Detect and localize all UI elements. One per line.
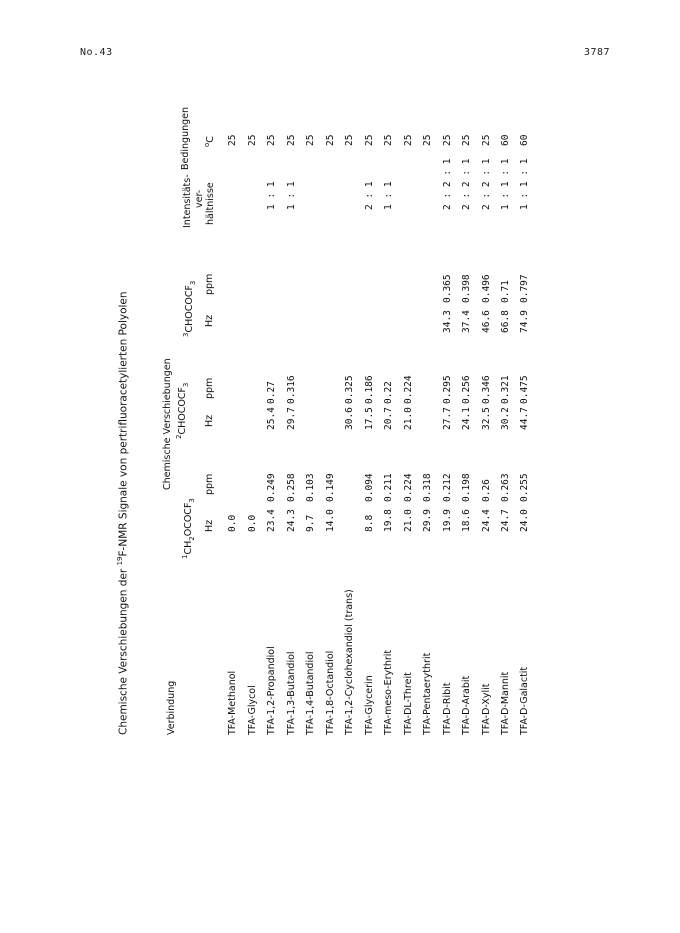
cell-temp: 25 bbox=[286, 134, 297, 146]
compound-name: TFA-D-Arabit bbox=[461, 675, 472, 735]
cell-g3-hz: 34.3 bbox=[442, 310, 453, 333]
group-1-sub1: 2 bbox=[188, 536, 197, 541]
cell-g1-ppm: 0.26 bbox=[481, 479, 492, 502]
cell-ratio: 2 : 2 : 1 bbox=[461, 158, 472, 210]
cell-g1-hz: 19.8 bbox=[383, 509, 394, 532]
cell-ratio: 1 : 1 : 1 bbox=[519, 158, 530, 210]
cell-g3-hz: 37.4 bbox=[461, 310, 472, 333]
caption-nucleus-mass: 19 bbox=[116, 556, 124, 566]
compound-name: TFA-Methanol bbox=[227, 670, 238, 735]
cell-g1-ppm: 0.263 bbox=[500, 473, 511, 502]
table-caption bbox=[117, 291, 129, 735]
cell-g2-hz: 25.4 bbox=[266, 407, 277, 430]
group-2-label: CHOCOCF bbox=[177, 387, 189, 435]
cell-g1-hz: 8.8 bbox=[364, 514, 375, 532]
group-3-sub: 3 bbox=[189, 280, 198, 286]
compound-name: TFA-D-Xylit bbox=[481, 683, 492, 735]
cell-g2-hz: 20.7 bbox=[383, 407, 394, 430]
compound-name: TFA-Pentaerythrit bbox=[422, 652, 433, 735]
header-group-3 bbox=[183, 281, 197, 337]
compound-name: TFA-Glycol bbox=[247, 685, 258, 735]
journal-number: No.43 bbox=[80, 47, 113, 58]
cell-g1-hz: 19.9 bbox=[442, 509, 453, 532]
cell-temp: 25 bbox=[481, 134, 492, 146]
cell-temp: 25 bbox=[325, 134, 336, 146]
cell-g1-hz: 21.0 bbox=[403, 509, 414, 532]
cell-ratio: 1 : 1 bbox=[383, 181, 394, 210]
cell-g2-ppm: 0.295 bbox=[442, 375, 453, 404]
group-1-sub2: 3 bbox=[188, 498, 197, 503]
degree-sign: o bbox=[203, 142, 211, 147]
caption-prefix: Chemische Verschiebungen der bbox=[117, 565, 130, 735]
cell-ratio: 1 : 1 bbox=[266, 181, 277, 210]
compound-name: TFA-D-Ribit bbox=[442, 682, 453, 735]
cell-g1-hz: 0.0 bbox=[247, 514, 258, 532]
cell-g1-ppm: 0.149 bbox=[325, 473, 336, 502]
unit-hz-2: Hz bbox=[204, 414, 215, 427]
cell-g1-hz: 14.0 bbox=[325, 509, 336, 532]
cell-g1-hz: 9.7 bbox=[305, 514, 316, 532]
cell-temp: 25 bbox=[422, 134, 433, 146]
cell-g3-ppm: 0.365 bbox=[442, 274, 453, 303]
unit-hz-3: Hz bbox=[204, 314, 215, 327]
cell-g1-ppm: 0.255 bbox=[519, 473, 530, 502]
cell-g2-hz: 17.5 bbox=[364, 407, 375, 430]
cell-temp: 60 bbox=[500, 134, 511, 146]
cell-g2-hz: 24.1 bbox=[461, 407, 472, 430]
cell-g2-hz: 29.7 bbox=[286, 407, 297, 430]
cell-g1-hz: 24.7 bbox=[500, 509, 511, 532]
cell-temp: 25 bbox=[442, 134, 453, 146]
unit-ppm-3: ppm bbox=[204, 273, 215, 295]
group-1-number: 1 bbox=[181, 554, 189, 559]
cell-g2-ppm: 0.27 bbox=[266, 381, 277, 404]
rotated-table bbox=[110, 90, 535, 735]
group-2-number: 2 bbox=[175, 434, 183, 439]
cell-ratio: 1 : 1 bbox=[286, 181, 297, 210]
compound-name: TFA-meso-Erythrit bbox=[383, 649, 394, 735]
cell-g2-ppm: 0.316 bbox=[286, 375, 297, 404]
cell-g2-ppm: 0.321 bbox=[500, 375, 511, 404]
cell-ratio: 2 : 1 bbox=[364, 181, 375, 210]
cell-g3-ppm: 0.398 bbox=[461, 274, 472, 303]
cell-g3-ppm: 0.797 bbox=[519, 274, 530, 303]
cell-temp: 25 bbox=[403, 134, 414, 146]
unit-hz-1: Hz bbox=[204, 519, 215, 532]
group-1-mid: OCOCF bbox=[183, 502, 195, 537]
cell-temp: 25 bbox=[266, 134, 277, 146]
cell-temp: 25 bbox=[227, 134, 238, 146]
compound-name: TFA-1,8-Octandiol bbox=[325, 650, 336, 735]
cell-ratio: 1 : 1 : 1 bbox=[500, 158, 511, 210]
cell-g3-ppm: 0.71 bbox=[500, 280, 511, 303]
header-conditions-unit bbox=[204, 136, 216, 147]
cell-g2-ppm: 0.224 bbox=[403, 375, 414, 404]
cell-g1-ppm: 0.211 bbox=[383, 473, 394, 502]
cell-g2-ppm: 0.475 bbox=[519, 375, 530, 404]
cell-g1-hz: 29.9 bbox=[422, 509, 433, 532]
header-intensity-3: hältnisse bbox=[205, 182, 216, 225]
cell-g1-ppm: 0.103 bbox=[305, 473, 316, 502]
compound-name: TFA-DL-Threit bbox=[403, 672, 414, 735]
cell-g1-ppm: 0.198 bbox=[461, 473, 472, 502]
cell-g2-hz: 30.6 bbox=[344, 407, 355, 430]
cell-ratio: 2 : 2 : 1 bbox=[442, 158, 453, 210]
group-3-number: 3 bbox=[182, 332, 190, 337]
cell-g2-ppm: 0.186 bbox=[364, 375, 375, 404]
cell-g1-hz: 24.0 bbox=[519, 509, 530, 532]
header-shifts: Chemische Verschiebungen bbox=[162, 358, 173, 490]
cell-g2-hz: 32.5 bbox=[481, 407, 492, 430]
group-2-sub: 3 bbox=[182, 382, 191, 388]
cell-g1-hz: 0.0 bbox=[227, 514, 238, 532]
cell-g1-ppm: 0.258 bbox=[286, 473, 297, 502]
cell-g2-ppm: 0.325 bbox=[344, 375, 355, 404]
cell-temp: 25 bbox=[461, 134, 472, 146]
cell-g2-hz: 21.0 bbox=[403, 407, 414, 430]
cell-ratio: 2 : 2 : 1 bbox=[481, 158, 492, 210]
cell-g1-ppm: 0.318 bbox=[422, 473, 433, 502]
cell-temp: 60 bbox=[519, 134, 530, 146]
cell-g2-ppm: 0.22 bbox=[383, 381, 394, 404]
cell-temp: 25 bbox=[247, 134, 258, 146]
group-3-label: CHOCOCF bbox=[184, 285, 196, 333]
cell-g2-ppm: 0.346 bbox=[481, 375, 492, 404]
compound-name: TFA-D-Galactit bbox=[519, 666, 530, 735]
cell-g1-hz: 23.4 bbox=[266, 509, 277, 532]
page-number: 3787 bbox=[584, 47, 611, 58]
cell-g3-ppm: 0.496 bbox=[481, 274, 492, 303]
header-intensity-2: ver- bbox=[194, 189, 205, 208]
cell-g1-ppm: 0.094 bbox=[364, 473, 375, 502]
compound-name: TFA-1,4-Butandiol bbox=[305, 651, 316, 735]
group-1-label: CH bbox=[183, 540, 195, 555]
caption-nucleus: F bbox=[117, 550, 130, 557]
cell-temp: 25 bbox=[344, 134, 355, 146]
cell-g2-hz: 30.2 bbox=[500, 407, 511, 430]
compound-name: TFA-1,2-Cyclohexandiol (trans) bbox=[344, 589, 355, 735]
compound-name: TFA-D-Mannit bbox=[500, 671, 511, 735]
caption-suffix: -NMR Signale von pertrifluoracetylierten Polyolen bbox=[117, 291, 130, 551]
cell-g1-hz: 18.6 bbox=[461, 509, 472, 532]
cell-g2-ppm: 0.256 bbox=[461, 375, 472, 404]
cell-g1-ppm: 0.212 bbox=[442, 473, 453, 502]
unit-ppm-2: ppm bbox=[204, 377, 215, 399]
header-conditions: Bedingungen bbox=[180, 106, 191, 170]
compound-name: TFA-Glycerin bbox=[364, 675, 375, 735]
cell-g3-hz: 74.9 bbox=[519, 310, 530, 333]
cell-temp: 25 bbox=[383, 134, 394, 146]
celsius-unit: C bbox=[205, 136, 217, 143]
cell-g2-hz: 27.7 bbox=[442, 407, 453, 430]
compound-name: TFA-1,3-Butandiol bbox=[286, 651, 297, 735]
header-group-2 bbox=[176, 383, 190, 439]
compound-name: TFA-1,2-Propandiol bbox=[266, 646, 277, 735]
cell-g3-hz: 66.8 bbox=[500, 310, 511, 333]
cell-g1-hz: 24.3 bbox=[286, 509, 297, 532]
cell-g1-ppm: 0.224 bbox=[403, 473, 414, 502]
cell-g2-hz: 44.7 bbox=[519, 407, 530, 430]
cell-g1-ppm: 0.249 bbox=[266, 473, 277, 502]
cell-g1-hz: 24.4 bbox=[481, 509, 492, 532]
unit-ppm-1: ppm bbox=[204, 473, 215, 495]
cell-temp: 25 bbox=[364, 134, 375, 146]
header-intensity-1: Intensitäts- bbox=[182, 174, 193, 228]
cell-g3-hz: 46.6 bbox=[481, 310, 492, 333]
header-compound: Verbindung bbox=[166, 680, 177, 735]
header-group-1 bbox=[182, 498, 196, 559]
cell-temp: 25 bbox=[305, 134, 316, 146]
